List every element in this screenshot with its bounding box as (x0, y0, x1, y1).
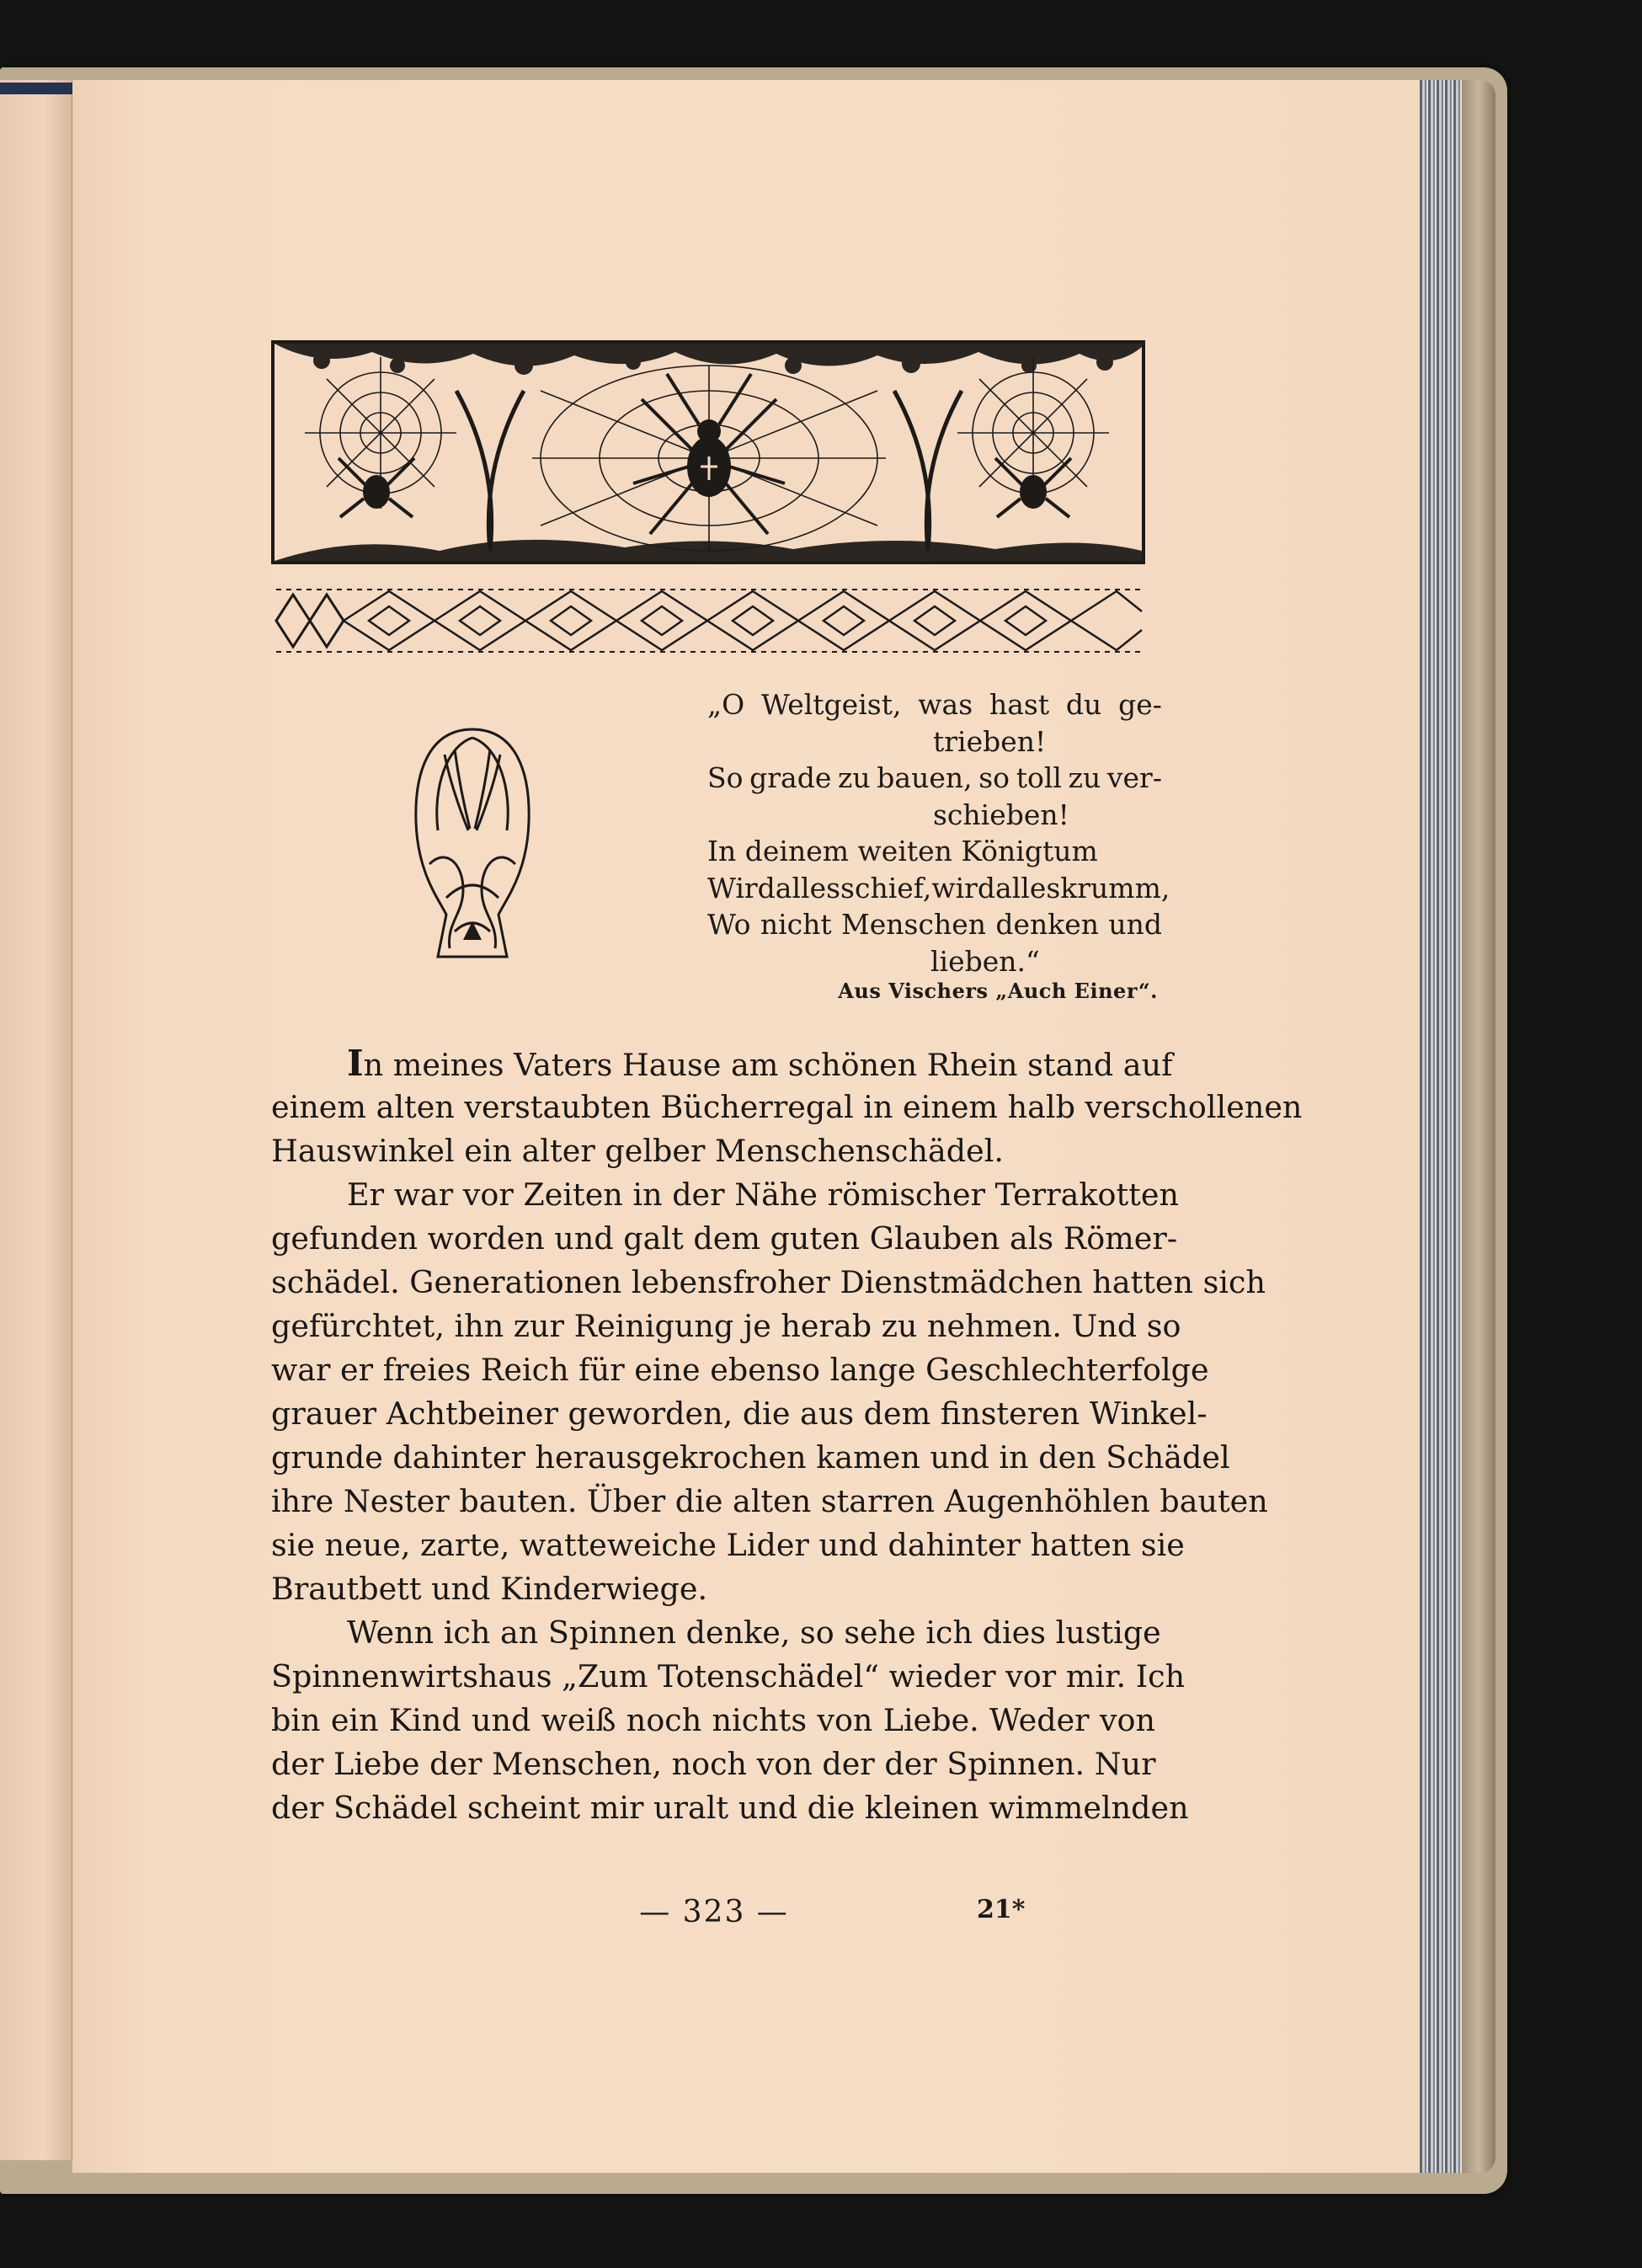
page-number: — 323 — (639, 1895, 789, 1929)
poem-word: toll (1016, 761, 1062, 794)
poem-line: trieben! (933, 724, 1047, 758)
text-line: gefürchtet, ihn zur Reinigung je herab zu nehmen. Und so (271, 1308, 1181, 1344)
poem-line: In deinem weiten Königtum (707, 835, 1098, 867)
text-line: grauer Achtbeiner geworden, die aus dem finsteren Winkel- (271, 1395, 1208, 1432)
text-line: Spinnenwirtshaus „Zum Totenschädel“ wieder vor mir. Ich (271, 1658, 1186, 1694)
text-line: der Liebe der Menschen, noch von der der Spinnen. Nur (271, 1746, 1156, 1782)
spider-web-headpiece (271, 340, 1145, 564)
epigraph-poem (707, 686, 1170, 979)
text-line: gefunden worden und galt dem guten Glauben als Römer- (271, 1220, 1178, 1257)
poem-word: was (918, 688, 973, 721)
poem-line: schieben! (933, 798, 1069, 831)
text-line: grunde dahinter herausgekrochen kamen und in den Schädel (271, 1439, 1230, 1476)
epigraph-source: Aus Vischers „Auch Einer“. (838, 979, 1158, 1003)
text-line: ihre Nester bauten. Über die alten starren Augenhöhlen bauten (271, 1483, 1268, 1519)
poem-word: ver- (1106, 761, 1162, 794)
poem-word: Weltgeist, (760, 688, 902, 721)
poem-line (707, 870, 1170, 907)
text-line: In meines Vaters Hause am schönen Rhein stand auf (347, 1043, 1173, 1084)
poem-word: schief, (840, 871, 932, 905)
text-line: war er freies Reich für eine ebenso lange Geschlechterfolge (271, 1352, 1209, 1388)
poem-word: So (707, 761, 744, 794)
poem-line (707, 760, 1162, 797)
poem-line (707, 686, 1162, 723)
text-line: sie neue, zarte, watteweiche Lider und dahinter hatten sie (271, 1527, 1185, 1563)
poem-word: krumm, (1060, 871, 1170, 905)
text-line: der Schädel scheint mir uralt und die kleinen wimmelnden (271, 1790, 1189, 1826)
poem-word: und (1108, 908, 1162, 941)
text-line: bin ein Kind und weiß noch nichts von Liebe. Weder von (271, 1702, 1155, 1738)
signature-mark: 21* (977, 1895, 1026, 1924)
poem-word: denken (995, 908, 1100, 941)
poem-word: Wo (707, 908, 751, 941)
poem-word: zu (838, 761, 871, 794)
text-line: einem alten verstaubten Bücherregal in einem halb verschollenen (271, 1089, 1303, 1125)
text-line: Er war vor Zeiten in der Nähe römischer Terrakotten (347, 1177, 1179, 1213)
body-text (271, 1042, 1303, 1830)
poem-line: lieben.“ (930, 944, 1040, 978)
page-stack-edges (1420, 80, 1462, 2173)
poem-word: „O (707, 688, 745, 721)
poem-word: bauen, (877, 761, 973, 794)
text-line: Hauswinkel ein alter gelber Menschenschädel. (271, 1133, 1004, 1169)
poem-line (707, 906, 1162, 943)
text-line: Wenn ich an Spinnen denke, so sehe ich dies lustige (347, 1614, 1161, 1651)
poem-word: du (1065, 688, 1102, 721)
text-line: Brautbett und Kinderwiege. (271, 1571, 708, 1607)
poem-word: zu (1068, 761, 1101, 794)
poem-word: so (978, 761, 1010, 794)
text-line: schädel. Generationen lebensfroher Dienstmädchen hatten sich (271, 1264, 1266, 1300)
poem-word: hast (989, 688, 1050, 721)
poem-word: alles (995, 871, 1061, 905)
poem-word: Menschen (840, 908, 987, 941)
art-nouveau-ornament (413, 721, 532, 963)
poem-word: alles (775, 871, 841, 905)
poem-word: Wird (707, 871, 776, 905)
geometric-border (276, 586, 1142, 655)
poem-word: ge- (1118, 688, 1162, 721)
poem-word: nicht (760, 908, 832, 941)
poem-word: wird (931, 871, 996, 905)
cover-edge (1462, 80, 1495, 2173)
poem-word: grade (749, 761, 832, 794)
left-page-edge (0, 80, 73, 2160)
